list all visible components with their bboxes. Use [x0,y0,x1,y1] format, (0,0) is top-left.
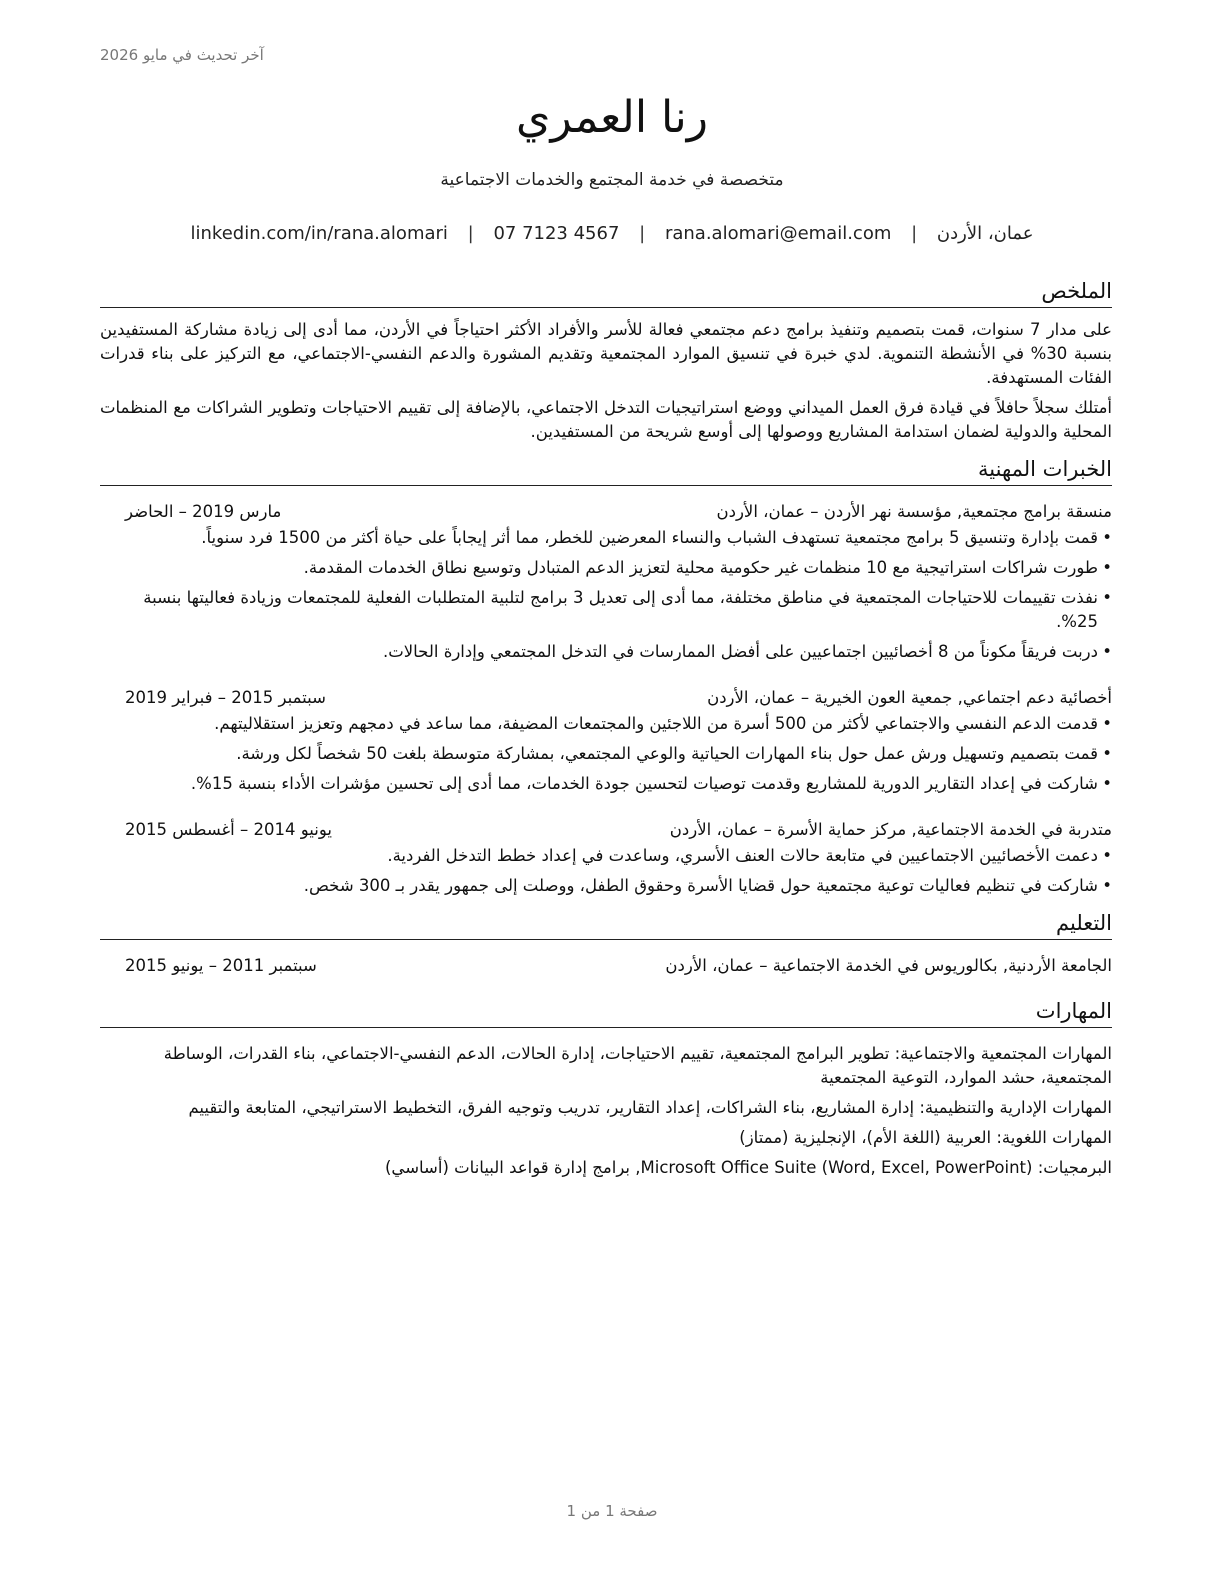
experience-section [100,454,1112,898]
job-header [100,500,1112,524]
job-entry [100,818,1112,898]
job-role: متدربة في الخدمة الاجتماعية, مركز حماية الأسرة – عمان، الأردن [669,820,1112,839]
job-role: أخصائية دعم اجتماعي, جمعية العون الخيرية – عمان، الأردن [707,688,1112,707]
job-header [100,818,1112,842]
contact-line [0,223,1224,244]
resume-content [100,276,1112,1180]
contact-separator: | [639,223,646,244]
education-dates: سبتمبر 2011 – يونيو 2015 [125,956,317,975]
education-entry [100,954,1112,978]
skill-line: البرمجيات: Microsoft Office Suite (Word, Excel, PowerPoint), برامج إدارة قواعد البيانات (أساسي) [385,1158,1112,1177]
education-institution: الجامعة الأردنية, بكالوريوس في الخدمة الاجتماعية – عمان، الأردن [665,956,1112,975]
skills-section [100,996,1112,1180]
job-bullet: • طورت شراكات استراتيجية مع 10 منظمات غير حكومية محلية لتعزيز الدعم المتبادل وتوسيع نطاق الخدمات المقدمة. [100,556,1112,580]
candidate-subtitle: متخصصة في خدمة المجتمع والخدمات الاجتماعية [440,170,784,190]
job-bullet: • دعمت الأخصائيين الاجتماعيين في متابعة حالات العنف الأسري، وساعدت في إعداد خطط التدخل الفردية. [100,844,1112,868]
summary-paragraph-1: على مدار 7 سنوات، قمت بتصميم وتنفيذ برامج دعم مجتمعي فعالة للأسر والأفراد الأكثر احتياجاً في الأردن، مما أدى إلى زيادة مشاركة المستفيدين بنسبة 30% في الأنشطة التنموية. لدي خبرة في تنسيق الموارد المجتمعية وتقديم المشورة والدعم النفسي-الاجتماعي، مع التركيز على بناء قدرات الفئات المستهدفة. [100,320,1112,387]
job-entry [100,500,1112,664]
contact-linkedin[interactable]: linkedin.com/in/rana.alomari [190,223,448,244]
contact-email[interactable]: rana.alomari@email.com [664,223,892,244]
contact-separator: | [467,223,474,244]
job-entry [100,686,1112,796]
education-section [100,908,1112,978]
education-title: التعليم [100,908,1112,940]
summary-section [100,276,1112,444]
job-dates: يونيو 2014 – أغسطس 2015 [125,820,332,839]
job-bullet: • نفذت تقييمات للاحتياجات المجتمعية في مناطق مختلفة، مما أدى إلى تعديل 3 برامج لتلبية المتطلبات الفعلية للمجتمعات وزيادة فعاليتها بنسبة 25%. [100,586,1112,634]
job-header [100,686,1112,710]
job-bullet: • قمت بإدارة وتنسيق 5 برامج مجتمعية تستهدف الشباب والنساء المعرضين للخطر، مما أثر إيجاباً على حياة أكثر من 1500 فرد سنوياً. [100,526,1112,550]
job-dates: سبتمبر 2015 – فبراير 2019 [125,688,326,707]
job-bullet: • قمت بتصميم وتسهيل ورش عمل حول بناء المهارات الحياتية والوعي المجتمعي، بمشاركة متوسطة بلغت 50 شخصاً لكل ورشة. [100,742,1112,766]
job-bullet: • شاركت في إعداد التقارير الدورية للمشاريع وقدمت توصيات لتحسين جودة الخدمات، مما أدى إلى تحسين مؤشرات الأداء بنسبة 15%. [100,772,1112,796]
last-updated-text: آخر تحديث في مايو 2026 [100,46,264,64]
job-bullet: • دربت فريقاً مكوناً من 8 أخصائيين اجتماعيين على أفضل الممارسات في التدخل المجتمعي وإدارة الحالات. [100,640,1112,664]
job-bullet: • قدمت الدعم النفسي والاجتماعي لأكثر من 500 أسرة من اللاجئين والمجتمعات المضيفة، مما ساعد في دمجهم وتعزيز استقلاليتهم. [100,712,1112,736]
page-number: صفحة 1 من 1 [566,1502,658,1520]
contact-phone[interactable]: 07 7123 4567 [493,223,620,244]
job-role: منسقة برامج مجتمعية, مؤسسة نهر الأردن – عمان، الأردن [716,502,1112,521]
summary-title: الملخص [100,276,1112,308]
candidate-name: رنا العمري [516,92,708,143]
job-bullet: • شاركت في تنظيم فعاليات توعية مجتمعية حول قضايا الأسرة وحقوق الطفل، ووصلت إلى جمهور يقدر بـ 300 شخص. [100,874,1112,898]
job-bullets [100,526,1112,664]
skills-title: المهارات [100,996,1112,1028]
contact-location: عمان، الأردن [936,223,1034,244]
summary-paragraph-2: أمتلك سجلاً حافلاً في قيادة فرق العمل الميداني ووضع استراتيجيات التدخل الاجتماعي، بالإضافة إلى تقييم الاحتياجات وتطوير الشراكات مع المنظمات المحلية والدولية لضمان استدامة المشاريع ووصولها إلى أوسع شريحة من المستفيدين. [100,398,1112,441]
skill-line: المهارات الإدارية والتنظيمية: إدارة المشاريع، بناء الشراكات، إعداد التقارير، تدريب وتوجيه الفرق، التخطيط الاستراتيجي، المتابعة والتقييم [188,1098,1112,1117]
experience-title: الخبرات المهنية [100,454,1112,486]
job-bullets [100,844,1112,898]
job-bullets [100,712,1112,796]
skill-line: المهارات اللغوية: العربية (اللغة الأم)، الإنجليزية (ممتاز) [739,1128,1112,1147]
contact-separator: | [911,223,918,244]
skill-line: المهارات المجتمعية والاجتماعية: تطوير البرامج المجتمعية، تقييم الاحتياجات، إدارة الحالات، الدعم النفسي-الاجتماعي، بناء القدرات، الوساطة المجتمعية، حشد الموارد، التوعية المجتمعية [163,1044,1112,1087]
job-dates: مارس 2019 – الحاضر [125,502,282,521]
